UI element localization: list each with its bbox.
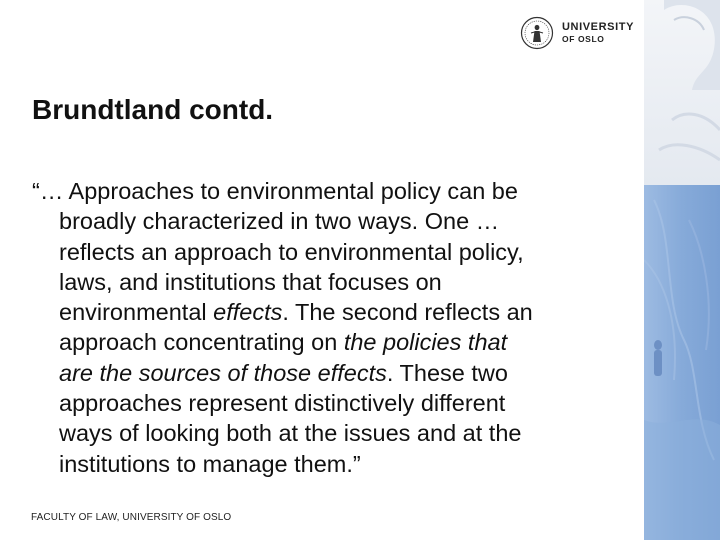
logo-line-oslo: OF OSLO — [562, 34, 605, 44]
quote-line: broadly characterized in two ways. One … — [59, 208, 500, 235]
quote-text: environmental — [59, 299, 214, 326]
university-logo — [520, 15, 634, 51]
quote-line: “… Approaches to environmental policy can be — [32, 178, 518, 204]
quote-emphasis: are the sources of those effects — [59, 359, 387, 386]
quote-line: institutions to manage them.” — [59, 450, 361, 477]
slide-title: Brundtland contd. — [32, 94, 274, 125]
side-band-graphic — [644, 0, 720, 540]
decorative-side-band — [644, 0, 720, 540]
quote-line: laws, and institutions that focuses on — [59, 268, 442, 295]
quote-text: . The second reflects an — [282, 299, 533, 326]
quote-line — [32, 327, 632, 357]
quote-emphasis: the policies that — [343, 329, 508, 356]
quote-text: . These two — [386, 359, 508, 386]
logo-line-university: UNIVERSITY — [562, 21, 635, 33]
slide-footer: FACULTY OF LAW, UNIVERSITY OF OSLO — [31, 512, 232, 523]
university-seal-icon — [520, 16, 554, 50]
quote-line — [32, 297, 632, 327]
quote-text: approach concentrating on — [59, 329, 344, 356]
quote-line: reflects an approach to environmental policy, — [59, 238, 524, 265]
quote-line: approaches represent distinctively different — [59, 390, 506, 417]
quote-emphasis: effects — [213, 299, 283, 326]
quote-line: ways of looking both at the issues and at the — [59, 420, 522, 447]
quote-line — [32, 358, 632, 388]
slide-quote — [32, 176, 632, 479]
logo-wordmark — [562, 21, 634, 45]
